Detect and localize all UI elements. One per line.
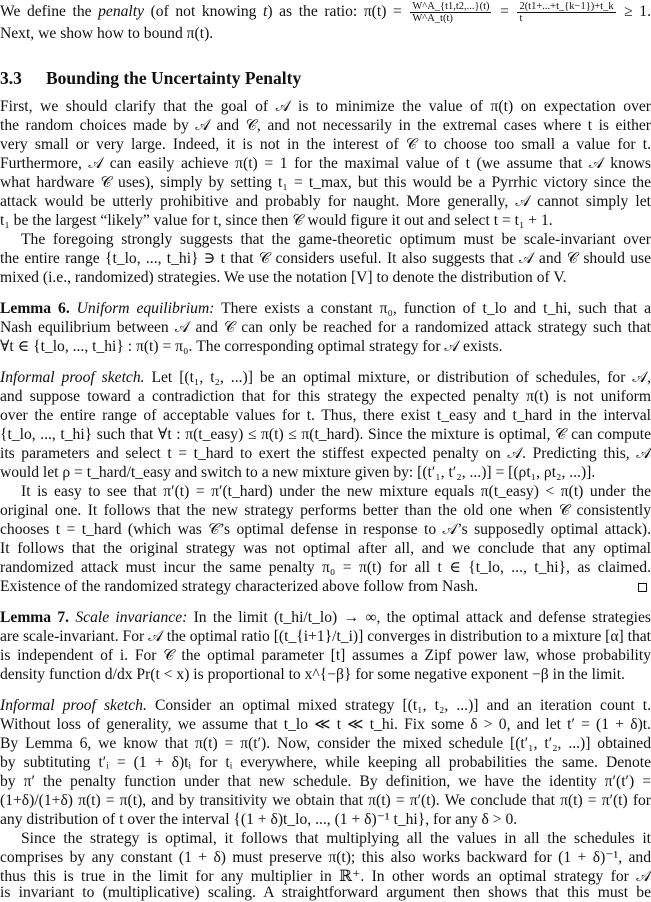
para1-line: the random choices made by 𝒜 and 𝒞, and not necessarily in the extremal cases where t is either: [0, 117, 651, 134]
lemma7-line: are scale-invariant. For 𝒜 the optimal ratio [(t_{i+1}/t_i)] converges in distribution to a mixture [α] that: [0, 628, 651, 645]
proof7-line-1: [0, 697, 651, 715]
proof6-para2-line: It follows that the original strategy was not optimal after all, and we conclude that any optimal: [0, 540, 651, 557]
intro-line-1: [0, 1, 651, 24]
para1-line: First, we should clarify that the goal of 𝒜 is to minimize the value of π(t) on expectation over: [0, 98, 651, 115]
proof7-para2-line: thus this is true in the limit for any multiplier in ℝ⁺. In other words an optimal strategy for 𝒜: [0, 868, 651, 885]
proof6-para2-line: original one. It follows that the new strategy performs better than the old one when 𝒞 consistently: [0, 502, 651, 519]
qed-box-icon: [638, 583, 647, 592]
proof7-para2-line: is invariant to (multiplicative) scaling. A straightforward argument then shows that this must be: [0, 884, 651, 901]
intro-text: ) as the ratio:: [267, 3, 358, 21]
proof6-line: and suppose toward a contradiction that for this strategy the expected penalty π(t) is not uniform: [0, 388, 651, 405]
para1-line: Furthermore, 𝒜 can easily achieve π(t) = 1 for the maximal value of t (we assume that 𝒜 knows: [0, 155, 651, 172]
para2-line: the entire range {t_lo, ..., t_hi} ∋ t that 𝒞 considers useful. It also suggests that 𝒜 and 𝒞 should use: [0, 250, 651, 267]
proof6-line: over the entire range of acceptable values for t. Thus, there exist t_easy and t_hard in the interval: [0, 407, 651, 424]
para1-line: very small or very large. Indeed, it is not in the interest of 𝒞 to choose too small a value for t.: [0, 136, 651, 153]
formula-rhs: ≥ 1.: [624, 3, 651, 21]
lemma-label: Lemma 6.: [0, 300, 70, 317]
proof6-para2-line: Existence of the randomized strategy characterized above follow from Nash.: [0, 578, 479, 595]
equals-sign: =: [500, 3, 509, 21]
proof7-para2-line: Since the strategy is optimal, it follows that multiplying all the values in all the schedules it: [21, 830, 651, 847]
lemma6-line: Nash equilibrium between 𝒜 and 𝒞 can only be reached for a randomized attack strategy such that: [0, 319, 651, 336]
proof7-para2-line: comprises by any constant (1 + δ) must preserve π(t); this also works backward for (1 + δ)⁻¹, and: [0, 849, 651, 866]
section-number: 3.3: [0, 68, 22, 88]
section-heading: [0, 68, 301, 89]
para1-line: what hardware 𝒞 uses), simply by setting t₁ = t_max, but this would be a Pyrrhic victory since the: [0, 174, 651, 191]
penalty-term: penalty: [98, 3, 145, 21]
lemma-name: Uniform equilibrium:: [76, 300, 215, 317]
proof7-line: by π′ the penalty function under that new schedule. By definition, we have the identity π′(t′) =: [0, 773, 651, 790]
lemma7-line: is independent of i. For 𝒞 the optimal parameter [t] assumes a Zipf power law, whose probability: [0, 647, 651, 664]
proof6-para2-line: It is easy to see that π′(t) = π′(t_hard) under the new mixture equals π(t_easy) < π(t) under the: [21, 483, 651, 500]
proof-label: Informal proof sketch.: [0, 697, 147, 714]
intro-text: We define the: [0, 3, 92, 21]
proof6-line: its parameters and select t = t_hard to exert the stiffest expected penalty on 𝒜. Predicting this, 𝒜: [0, 445, 651, 462]
math-var: t: [263, 3, 268, 21]
intro-line-2: Next, we show how to bound π(t).: [0, 25, 214, 42]
lemma-name: Scale invariance:: [75, 609, 188, 626]
proof6-para2-line: chooses t = t_hard (which was 𝒞’s optimal defense in response to 𝒜’s supposedly optimal attack).: [0, 521, 651, 538]
proof7-line: by subtituting t′ᵢ = (1 + δ)tᵢ for tᵢ everywhere, while keeping all probabilities the same. Denote: [0, 754, 651, 771]
proof6-para2-line: randomized attack must incur the same penalty π₀ = π(t) for all t ∈ {t_lo, ..., t_hi}, as claimed.: [0, 559, 651, 576]
lemma7-line-1: [0, 609, 651, 627]
formula-lhs: π(t) =: [363, 3, 402, 21]
lemma6-line: ∀t ∈ {t_lo, ..., t_hi} : π(t) = π₀. The corresponding optimal strategy for 𝒜 exists.: [0, 338, 503, 355]
para2-line: mixed (i.e., randomized) strategies. We use the notation [V] to denote the distribution of V.: [0, 269, 567, 286]
proof-text: Consider an optimal mixed strategy [(t₁, t₂, ...)] and an iteration count t.: [154, 697, 651, 714]
lemma-label: Lemma 7.: [0, 609, 70, 626]
para1-line: attack would be utterly prohibitive and probably for naught. More generally, 𝒜 cannot simply let: [0, 193, 651, 210]
para2-line: The foregoing strongly suggests that the game-theoretic optimum must be scale-invariant over: [21, 231, 651, 248]
proof6-line: would let ρ = t_hard/t_easy and switch to a new mixture given by: [(t′₁, t′₂, ...)] = [(ρt₁, ρt₂, ...)].: [0, 464, 596, 481]
proof-label: Informal proof sketch.: [0, 369, 145, 386]
section-title: Bounding the Uncertainty Penalty: [46, 68, 302, 88]
formula-fraction-2: [517, 1, 615, 24]
lemma7-line: density function d/dx Pr(t < x) is proportional to x^{−β} for some negative exponent −β in the limit.: [0, 666, 625, 683]
proof7-line: any distribution of t over the interval {(1 + δ)t_lo, ..., (1 + δ)⁻¹ t_hi}, for any δ > 0.: [0, 811, 518, 828]
formula-fraction-1: [410, 1, 491, 24]
proof6-line: {t_lo, ..., t_hi} such that ∀t : π(t_easy) ≤ π(t) ≤ π(t_hard). Since the mixture is optimal, 𝒞 can compute: [0, 426, 651, 443]
lemma-text: In the limit (t_hi/t_lo) → ∞, the optimal attack and defense strategies: [193, 609, 651, 626]
para1-line: t₁ be the largest “likely” value for t, since then 𝒞 would figure it out and select t = t₁ + 1.: [0, 212, 553, 229]
proof-text: Let [(t₁, t₂, ...)] be an optimal mixture, or distribution of schedules, for 𝒜,: [151, 369, 651, 386]
lemma6-line-1: [0, 300, 651, 318]
intro-text: (of not knowing: [150, 3, 257, 21]
proof7-line: By Lemma 6, we know that π(t) = π(t′). Now, consider the mixed schedule [(t′₁, t′₂, ...)] obtained: [0, 735, 651, 752]
lemma-text: There exists a constant π₀, function of t_lo and t_hi, such that a: [221, 300, 651, 317]
proof7-line: (1+δ)/(1+δ) π(t) = π(t), and by transitivity we obtain that π(t) = π′(t). We conclude that π(t) = π′(t) for: [0, 792, 651, 809]
proof7-line: Without loss of generality, we assume that t_lo ≪ t ≪ t_hi. Fix some δ > 0, and let t′ = (1 + δ)t.: [0, 716, 651, 733]
fraction-denominator: t: [519, 13, 523, 24]
fraction-numerator: 2(t1+...+t_{k−1})+t_k: [519, 1, 614, 12]
fraction-numerator: W^A_{t1,t2,...}(t): [412, 1, 490, 12]
proof6-line-1: [0, 369, 651, 387]
fraction-denominator: W^A_t(t): [412, 13, 453, 24]
